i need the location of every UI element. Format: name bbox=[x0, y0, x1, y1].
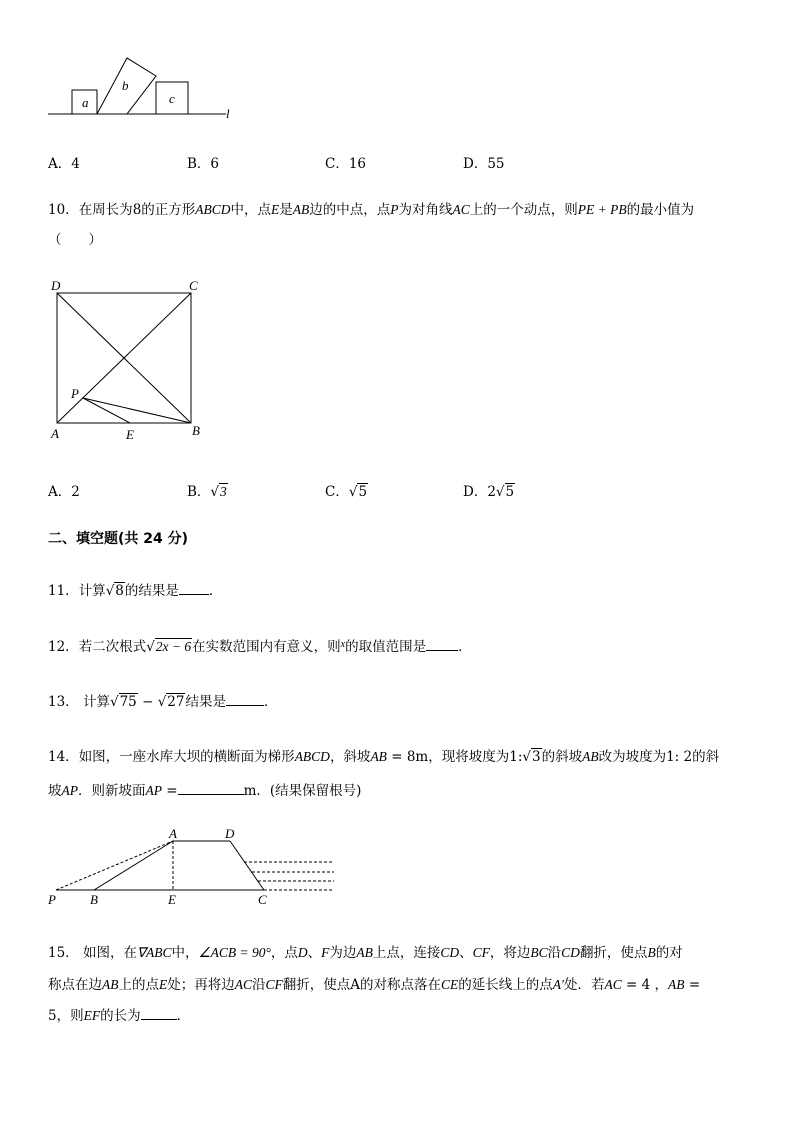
q11-text: 11．计算√8的结果是 ． bbox=[48, 583, 223, 599]
q9-option-d: D．55 bbox=[463, 156, 505, 172]
q14-figure bbox=[44, 824, 344, 914]
svg-text:C: C bbox=[189, 278, 198, 293]
q15-line1: 15． 如图，在∇ABC中，∠ACB = 90°，点D、F为边AB上点，连接CD、CF，将边BC沿CD翻折，使点B的对 bbox=[48, 945, 683, 961]
answer-blank[interactable] bbox=[179, 582, 209, 595]
svg-text:A: A bbox=[169, 826, 177, 841]
q13-text: 13． 计算√75 − √27结果是 ． bbox=[48, 694, 278, 710]
label-l: l bbox=[226, 106, 230, 120]
q14-line1: 14．如图，一座水库大坝的横断面为梯形ABCD，斜坡AB = 8m，现将坡度为1:√3的斜坡AB改为坡度为1: 2的斜 bbox=[48, 749, 720, 765]
answer-blank[interactable] bbox=[426, 638, 458, 651]
q10-option-c: C．√5 bbox=[325, 484, 368, 500]
q9-option-c: C．16 bbox=[325, 156, 367, 172]
q10-paren: （ ） bbox=[48, 232, 102, 248]
q10-option-d: D．2√5 bbox=[463, 484, 515, 500]
svg-text:E: E bbox=[126, 427, 134, 442]
svg-text:D: D bbox=[225, 826, 235, 841]
svg-text:P: P bbox=[48, 892, 56, 907]
svg-text:P: P bbox=[71, 386, 79, 401]
label-c: c bbox=[169, 91, 175, 106]
answer-blank[interactable] bbox=[226, 693, 264, 706]
svg-text:E: E bbox=[168, 892, 176, 907]
q14-line2: 坡AP．则新坡面AP = m．(结果保留根号) bbox=[48, 783, 362, 799]
section-title: 二、填空题(共 24 分) bbox=[48, 531, 189, 547]
q9-figure bbox=[44, 50, 244, 120]
q10-text: 10．在周长为8的正方形ABCD中，点E是AB边的中点，点P为对角线AC上的一个动点，则PE + PB的最小值为 bbox=[48, 202, 695, 218]
svg-text:A: A bbox=[51, 426, 59, 441]
svg-text:B: B bbox=[90, 892, 98, 907]
q12-text: 12．若二次根式√2x − 6在实数范围内有意义，则$^x$的取值范围是 ． bbox=[48, 639, 472, 655]
q10-option-a: A．2 bbox=[48, 484, 80, 500]
q15-line2: 称点在边AB上的点E处；再将边AC沿CF翻折，使点A的对称点落在CE的延长线上的点A′处．若AC = 4 ，AB = bbox=[48, 977, 701, 993]
svg-text:D: D bbox=[51, 278, 61, 293]
q10-figure bbox=[48, 276, 208, 446]
svg-text:C: C bbox=[258, 892, 267, 907]
svg-text:B: B bbox=[192, 423, 200, 438]
label-b: b bbox=[122, 78, 129, 93]
q10-option-b: B．√3 bbox=[187, 484, 227, 500]
answer-blank[interactable] bbox=[141, 1007, 177, 1020]
q9-option-b: B．6 bbox=[187, 156, 220, 172]
q9-option-a: A．4 bbox=[48, 156, 80, 172]
q15-line3: 5，则EF的长为 ． bbox=[48, 1008, 191, 1024]
answer-blank[interactable] bbox=[178, 782, 244, 795]
label-a: a bbox=[82, 95, 89, 110]
